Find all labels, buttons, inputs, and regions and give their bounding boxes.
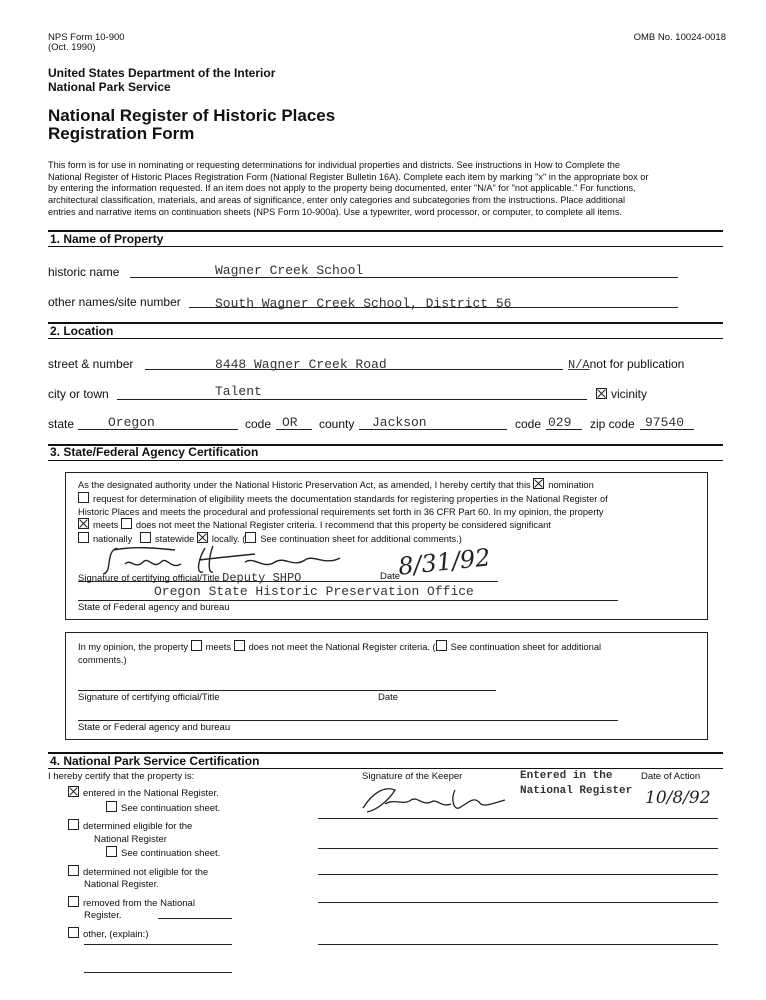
opt-eligible-a: determined eligible for the bbox=[83, 821, 193, 832]
intro-paragraph bbox=[48, 160, 738, 219]
agency-label: State of Federal agency and bureau bbox=[78, 602, 230, 613]
intro-line: architectural classification, materials, and areas of significance, enter only categories and subcategories from the instructions. Place additional bbox=[48, 195, 626, 206]
opt2-see-checkbox[interactable] bbox=[106, 846, 117, 857]
intro-line: by entering the information requested. If an item does not apply to the property being documented, enter "N/A" for "not applicable." For functions, bbox=[48, 183, 636, 194]
signature-label bbox=[78, 571, 301, 585]
opinion-text bbox=[78, 640, 698, 666]
stamp-line2: National Register bbox=[520, 785, 633, 797]
date-label-2: Date bbox=[378, 692, 399, 703]
opinion-not-label: does not meet the National Register criteria. ( bbox=[248, 642, 436, 652]
vicinity-option[interactable] bbox=[596, 387, 647, 401]
section4-heading: 4. National Park Service Certification bbox=[50, 754, 260, 768]
signature-label-2: Signature of certifying official/Title bbox=[78, 692, 220, 703]
street-value[interactable]: 8448 Wagner Creek Road bbox=[215, 357, 387, 372]
opinion-line2: comments.) bbox=[78, 654, 127, 665]
nationally-label: nationally bbox=[93, 534, 133, 545]
form-date: (Oct. 1990) bbox=[48, 42, 96, 53]
other-explain-line bbox=[84, 972, 232, 973]
state-certification-text bbox=[78, 478, 698, 546]
opt-removed-b: Register. bbox=[84, 910, 122, 921]
sig-label-text: Signature of certifying official/Title bbox=[78, 573, 220, 584]
entered-checkbox-checked[interactable] bbox=[68, 786, 79, 797]
divider bbox=[48, 338, 723, 339]
date-of-action-label: Date of Action bbox=[641, 771, 701, 782]
county-code-value[interactable]: 029 bbox=[548, 415, 572, 430]
certify-text: I hereby certify that the property is: bbox=[48, 771, 195, 782]
state-field-line bbox=[78, 429, 238, 430]
keeper-line bbox=[318, 874, 718, 875]
does-not-meet-label: does not meet the National Register criteria. I recommend that this property be considered significant bbox=[135, 520, 551, 531]
meets-label: meets bbox=[93, 520, 119, 531]
city-label: city or town bbox=[48, 387, 109, 401]
divider bbox=[48, 460, 723, 461]
zip-label: zip code bbox=[590, 417, 635, 431]
eligible-checkbox[interactable] bbox=[68, 819, 79, 830]
opinion-line1: In my opinion, the property bbox=[78, 642, 189, 652]
service: National Park Service bbox=[48, 80, 171, 94]
opt2-see: See continuation sheet. bbox=[121, 848, 221, 859]
historic-name-field-line bbox=[130, 277, 678, 278]
signature-line-2 bbox=[78, 690, 496, 691]
removed-checkbox[interactable] bbox=[68, 896, 79, 907]
vicinity-label: vicinity bbox=[611, 387, 648, 401]
divider bbox=[48, 246, 723, 247]
section3-heading: 3. State/Federal Agency Certification bbox=[50, 445, 259, 459]
entered-stamp bbox=[520, 769, 632, 799]
other-explain-line bbox=[158, 918, 232, 919]
opt1-see-checkbox[interactable] bbox=[106, 801, 117, 812]
opt1-see: See continuation sheet. bbox=[121, 802, 221, 814]
state-code-label: code bbox=[245, 417, 272, 431]
section2-heading: 2. Location bbox=[50, 324, 114, 338]
divider bbox=[48, 322, 723, 324]
opt-not-eligible-a: determined not eligible for the bbox=[83, 866, 209, 878]
other-names-value[interactable]: South Wagner Creek School, District 56 bbox=[215, 296, 512, 311]
opt-not-eligible-b: National Register. bbox=[84, 879, 159, 890]
statewide-label: statewide bbox=[155, 534, 195, 545]
keeper-line bbox=[318, 848, 718, 849]
keeper-label: Signature of the Keeper bbox=[362, 771, 463, 782]
nationally-checkbox[interactable] bbox=[78, 532, 89, 543]
see-continuation-checkbox[interactable] bbox=[245, 532, 256, 543]
other-explain-line bbox=[84, 944, 232, 945]
keeper-signature bbox=[355, 782, 515, 818]
other-checkbox[interactable] bbox=[68, 927, 79, 938]
vicinity-checkbox-checked[interactable] bbox=[596, 388, 607, 399]
opt-other: other, (explain:) bbox=[83, 928, 149, 940]
state-value[interactable]: Oregon bbox=[108, 415, 155, 430]
cert-line1: As the designated authority under the National Historic Preservation Act, as amended, I hereby certify that this bbox=[78, 480, 531, 490]
cert-nomination-label: nomination bbox=[548, 480, 594, 490]
opt-entered: entered in the National Register. bbox=[83, 788, 219, 799]
not-eligible-checkbox[interactable] bbox=[68, 865, 79, 876]
date-of-action-value: 10/8/92 bbox=[645, 788, 711, 808]
section1-heading: 1. Name of Property bbox=[50, 232, 164, 246]
agency-line bbox=[78, 600, 618, 601]
see-continuation-label: See continuation sheet for additional comments.) bbox=[260, 534, 462, 545]
omb-number: OMB No. 10024-0018 bbox=[633, 32, 726, 43]
cert-line3: Historic Places and meets the procedural and professional requirements set forth in 36 CFR Part 60. In my opinion, the property bbox=[78, 506, 604, 517]
agency-line-2 bbox=[78, 720, 618, 721]
opinion-meets-label: meets bbox=[205, 642, 231, 652]
page-title-line2: Registration Form bbox=[48, 124, 195, 143]
historic-name-value[interactable]: Wagner Creek School bbox=[215, 263, 364, 278]
intro-line: entries and narrative items on continuation sheets (NPS Form 10-900a). Use a typewriter, word processor, or computer, to complete all items. bbox=[48, 206, 622, 217]
page-title-line1: National Register of Historic Places bbox=[48, 106, 336, 125]
state-label: state bbox=[48, 417, 75, 431]
city-value[interactable]: Talent bbox=[215, 384, 262, 399]
keeper-signature-line bbox=[318, 818, 718, 819]
does-not-meet-checkbox[interactable] bbox=[121, 518, 132, 529]
county-code-label: code bbox=[515, 417, 542, 431]
intro-line: National Register of Historic Places Registration Form (National Register Bulletin 16A). Complete each item by marking "x" in the appropriate box or bbox=[48, 171, 649, 182]
opt-removed-a: removed from the National bbox=[83, 897, 195, 909]
meets-checkbox-checked[interactable] bbox=[78, 518, 89, 529]
state-code-value[interactable]: OR bbox=[282, 415, 298, 430]
request-checkbox[interactable] bbox=[78, 492, 89, 503]
statewide-checkbox[interactable] bbox=[140, 532, 151, 543]
keeper-line bbox=[318, 902, 718, 903]
opinion-not-meet-checkbox[interactable] bbox=[234, 640, 245, 651]
locally-checkbox-checked[interactable] bbox=[197, 532, 208, 543]
opt-eligible-b: National Register bbox=[94, 833, 167, 845]
agency-value[interactable]: Oregon State Historic Preservation Office bbox=[154, 584, 474, 599]
locally-label: locally. ( bbox=[211, 534, 246, 545]
cert-line2: request for determination of eligibility meets the documentation standards for registering properties in the National Register of bbox=[93, 493, 608, 504]
stamp-line1: Entered in the bbox=[520, 770, 613, 782]
nomination-checkbox-checked[interactable] bbox=[533, 478, 544, 489]
street-label: street & number bbox=[48, 357, 134, 371]
intro-line: This form is for use in nominating or requesting determinations for individual properties and districts. See instructions in How to Complete the bbox=[48, 160, 620, 170]
opinion-see-label: See continuation sheet for additional bbox=[450, 642, 602, 652]
agency-label-2: State or Federal agency and bureau bbox=[78, 722, 231, 733]
sig-title[interactable]: Deputy SHPO bbox=[222, 571, 302, 585]
keeper-line bbox=[318, 944, 718, 945]
zip-value[interactable]: 97540 bbox=[645, 415, 685, 430]
date-label: Date bbox=[380, 571, 401, 582]
not-for-publication-label: not for publication bbox=[589, 357, 685, 371]
opinion-see-checkbox[interactable] bbox=[436, 640, 447, 651]
county-value[interactable]: Jackson bbox=[372, 415, 427, 430]
na-mark[interactable]: N/A bbox=[568, 358, 590, 372]
opinion-meets-checkbox[interactable] bbox=[191, 640, 202, 651]
handwritten-date: 8/31/92 bbox=[396, 543, 492, 581]
not-for-publication bbox=[568, 357, 684, 372]
city-field-line bbox=[117, 399, 587, 400]
form-number: NPS Form 10-900 bbox=[48, 32, 125, 43]
historic-name-label: historic name bbox=[48, 265, 120, 279]
department: United States Department of the Interior bbox=[48, 66, 276, 80]
county-label: county bbox=[319, 417, 355, 431]
other-names-label: other names/site number bbox=[48, 295, 181, 309]
